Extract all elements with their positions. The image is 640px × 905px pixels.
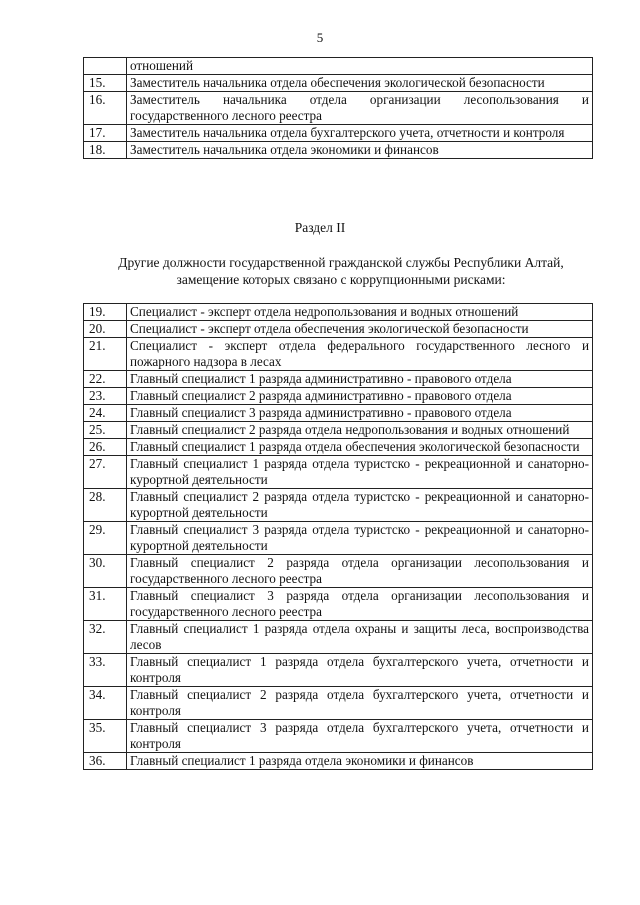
table-row bbox=[84, 439, 593, 456]
position-title: Главный специалист 1 разряда отдела экономики и финансов bbox=[127, 753, 593, 770]
row-number: 36. bbox=[84, 753, 127, 770]
row-number: 15. bbox=[84, 75, 127, 92]
section-title: Раздел II bbox=[294, 220, 346, 235]
row-number: 24. bbox=[84, 405, 127, 422]
table-row bbox=[84, 304, 593, 321]
table-row bbox=[84, 125, 593, 142]
page-number: 5 bbox=[316, 30, 324, 45]
position-title: Главный специалист 1 разряда отдела бухгалтерского учета, отчетности и контроля bbox=[127, 654, 593, 687]
position-title: Заместитель начальника отдела обеспечения экологической безопасности bbox=[127, 75, 593, 92]
position-title: Главный специалист 2 разряда отдела организации лесопользования и государственного лесного реестра bbox=[127, 555, 593, 588]
table-row bbox=[84, 687, 593, 720]
table-row bbox=[84, 720, 593, 753]
row-number: 28. bbox=[84, 489, 127, 522]
table-row bbox=[84, 58, 593, 75]
row-number: 30. bbox=[84, 555, 127, 588]
table-row bbox=[84, 456, 593, 489]
position-title: Главный специалист 3 разряда отдела организации лесопользования и государственного лесного реестра bbox=[127, 588, 593, 621]
row-number: 29. bbox=[84, 522, 127, 555]
table-row bbox=[84, 142, 593, 159]
row-number: 16. bbox=[84, 92, 127, 125]
position-title: Главный специалист 3 разряда отдела бухгалтерского учета, отчетности и контроля bbox=[127, 720, 593, 753]
positions-table-section-2 bbox=[83, 303, 593, 770]
position-title: Главный специалист 1 разряда отдела охраны и защиты леса, воспроизводства лесов bbox=[127, 621, 593, 654]
row-number: 25. bbox=[84, 422, 127, 439]
table-row bbox=[84, 489, 593, 522]
position-title: Заместитель начальника отдела экономики и финансов bbox=[127, 142, 593, 159]
table-row bbox=[84, 555, 593, 588]
table-row bbox=[84, 388, 593, 405]
table-row bbox=[84, 588, 593, 621]
row-number: 19. bbox=[84, 304, 127, 321]
row-number: 20. bbox=[84, 321, 127, 338]
row-number: 21. bbox=[84, 338, 127, 371]
table-row bbox=[84, 621, 593, 654]
position-title: Главный специалист 3 разряда отдела туристско - рекреационной и санаторно- курортной деятельности bbox=[127, 522, 593, 555]
position-title: Заместитель начальника отдела организации лесопользования и государственного лесного реестра bbox=[127, 92, 593, 125]
position-title: Главный специалист 2 разряда административно - правового отдела bbox=[127, 388, 593, 405]
position-title: Главный специалист 3 разряда административно - правового отдела bbox=[127, 405, 593, 422]
row-number: 18. bbox=[84, 142, 127, 159]
position-title: Специалист - эксперт отдела недропользования и водных отношений bbox=[127, 304, 593, 321]
table-row bbox=[84, 75, 593, 92]
position-title: Главный специалист 2 разряда отдела недропользования и водных отношений bbox=[127, 422, 593, 439]
table-row bbox=[84, 654, 593, 687]
row-number: 32. bbox=[84, 621, 127, 654]
row-number: 26. bbox=[84, 439, 127, 456]
row-number: 17. bbox=[84, 125, 127, 142]
position-title: Главный специалист 1 разряда отдела туристско - рекреационной и санаторно- курортной деятельности bbox=[127, 456, 593, 489]
row-number: 22. bbox=[84, 371, 127, 388]
position-title: Главный специалист 1 разряда административно - правового отдела bbox=[127, 371, 593, 388]
table-row bbox=[84, 405, 593, 422]
position-title: Специалист - эксперт отдела федерального государственного лесного и пожарного надзора в лесах bbox=[127, 338, 593, 371]
position-title: Специалист - эксперт отдела обеспечения экологической безопасности bbox=[127, 321, 593, 338]
table-row bbox=[84, 422, 593, 439]
table-row bbox=[84, 92, 593, 125]
position-title: Главный специалист 2 разряда отдела туристско - рекреационной и санаторно- курортной деятельности bbox=[127, 489, 593, 522]
row-number: 33. bbox=[84, 654, 127, 687]
table-row bbox=[84, 522, 593, 555]
position-title: Главный специалист 2 разряда отдела бухгалтерского учета, отчетности и контроля bbox=[127, 687, 593, 720]
positions-table-continued bbox=[83, 57, 593, 159]
row-number: 23. bbox=[84, 388, 127, 405]
row-number: 35. bbox=[84, 720, 127, 753]
table-row bbox=[84, 321, 593, 338]
table-row bbox=[84, 338, 593, 371]
row-number: 34. bbox=[84, 687, 127, 720]
row-number bbox=[84, 58, 127, 75]
position-title: отношений bbox=[127, 58, 593, 75]
table-row bbox=[84, 753, 593, 770]
table-row bbox=[84, 371, 593, 388]
row-number: 31. bbox=[84, 588, 127, 621]
position-title: Заместитель начальника отдела бухгалтерского учета, отчетности и контроля bbox=[127, 125, 593, 142]
row-number: 27. bbox=[84, 456, 127, 489]
section-intro: Другие должности государственной гражданской службы Республики Алтай, замещение которых связано с коррупционными рисками: bbox=[118, 255, 564, 287]
position-title: Главный специалист 1 разряда отдела обеспечения экологической безопасности bbox=[127, 439, 593, 456]
